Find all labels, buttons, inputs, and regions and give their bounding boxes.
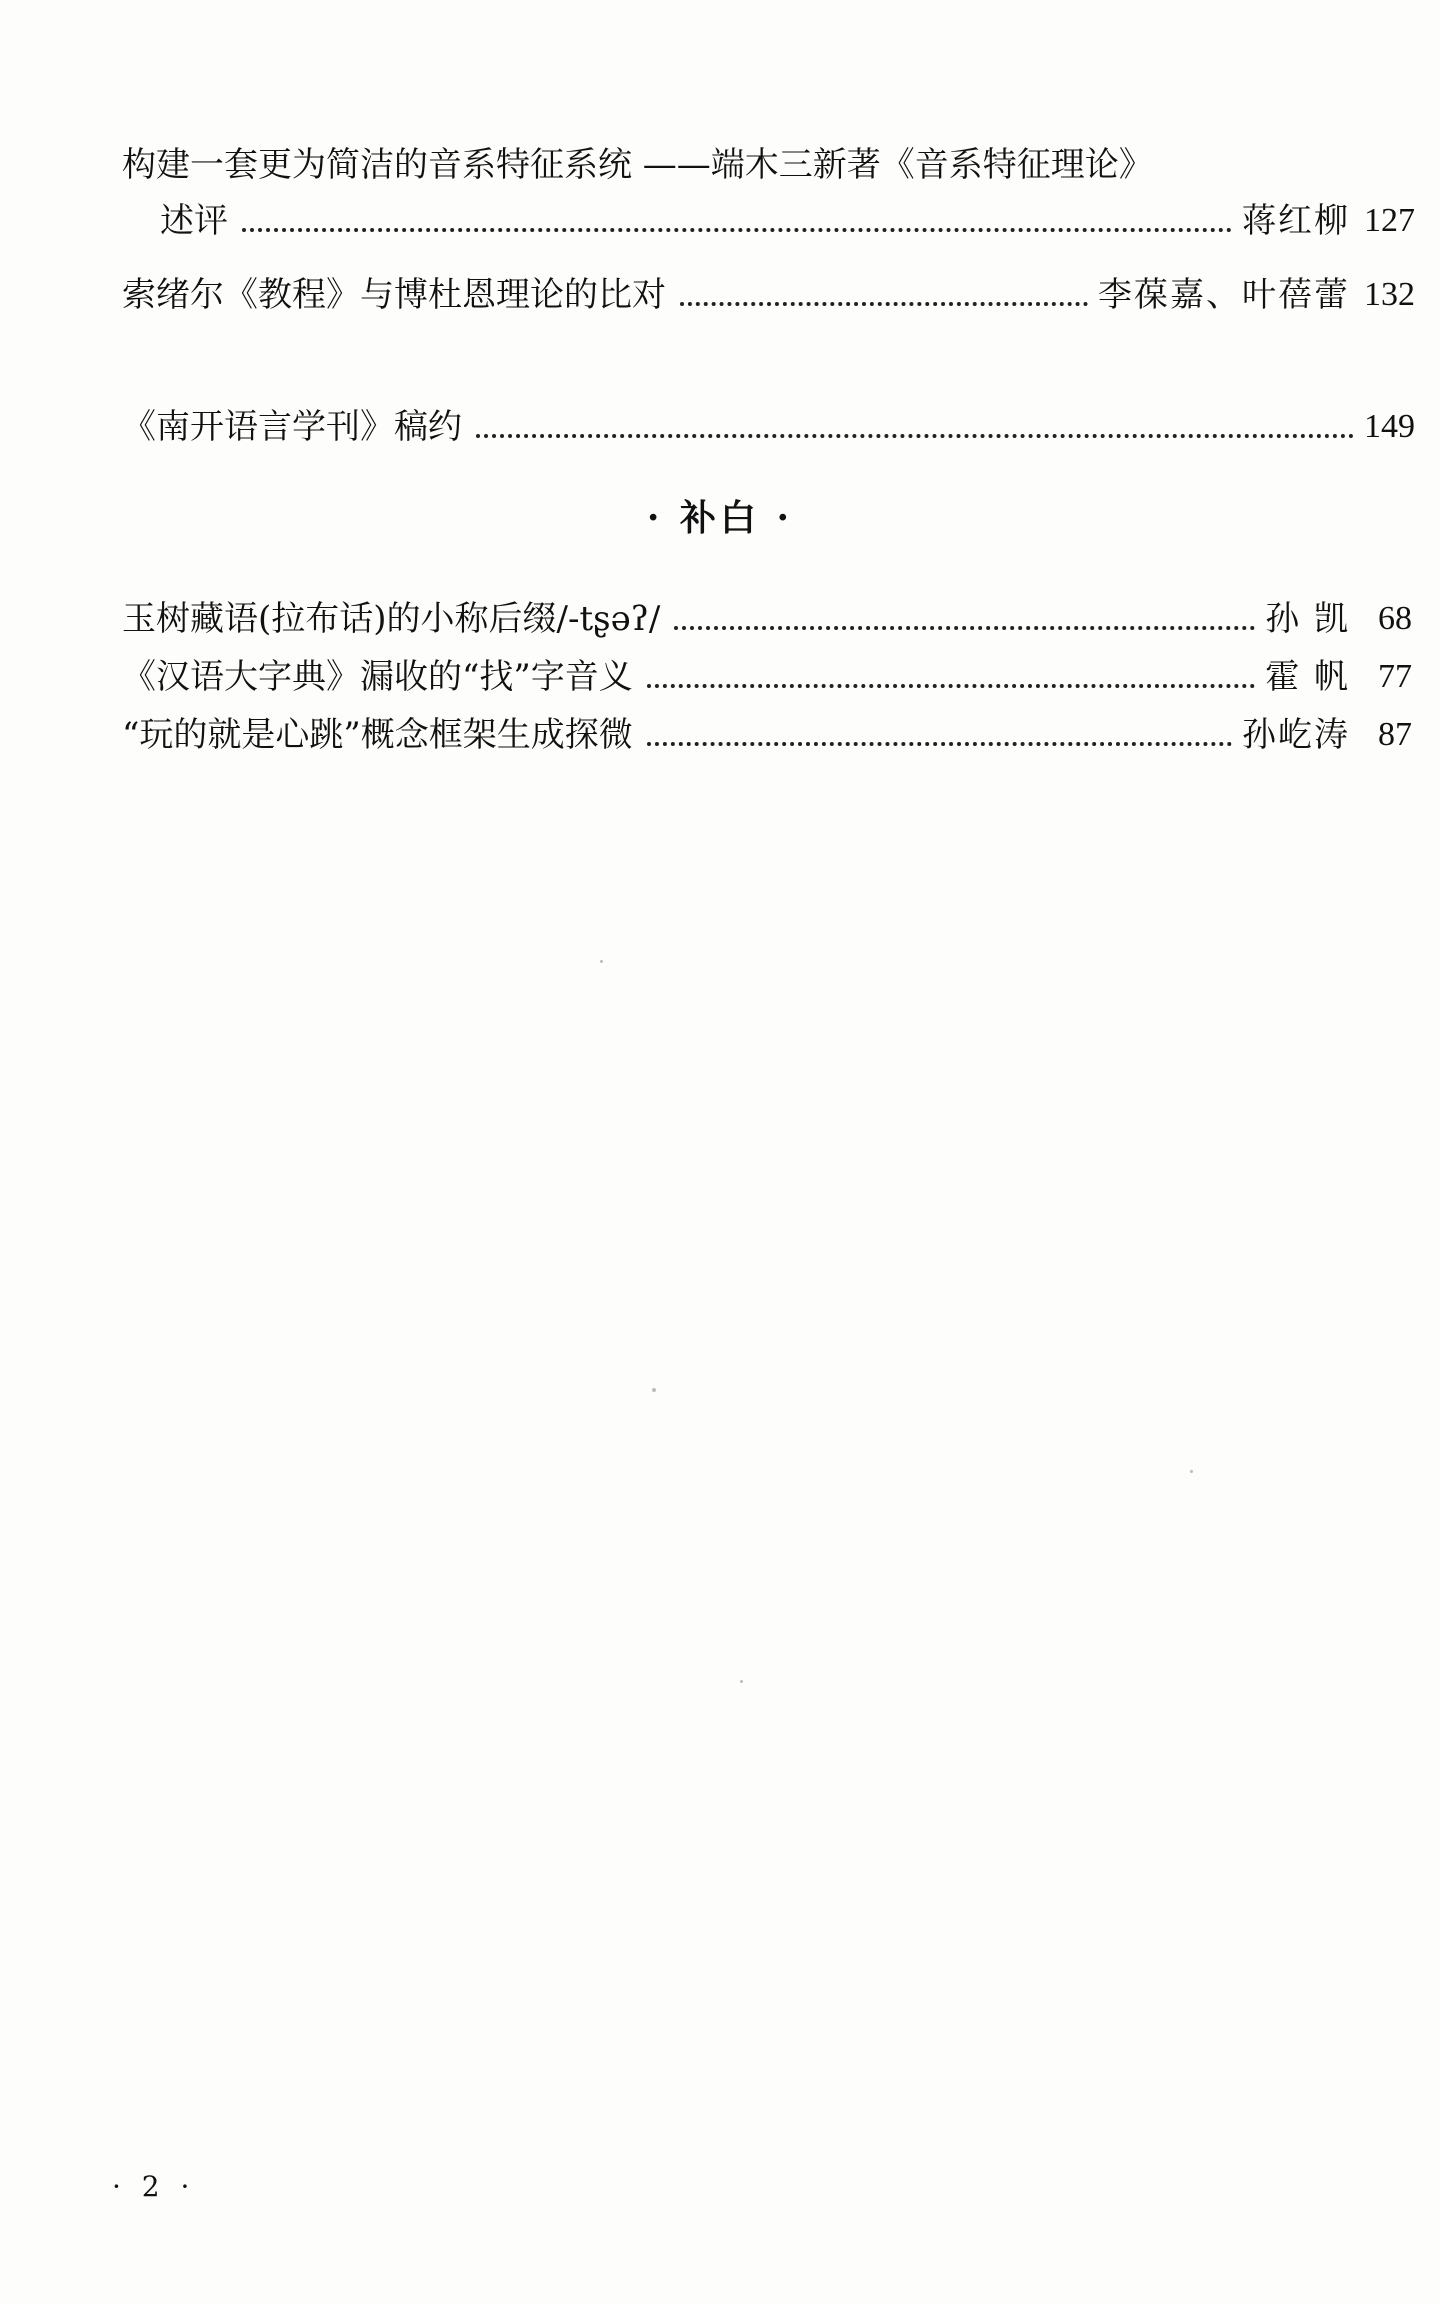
toc-entry xyxy=(122,596,1412,642)
dot-leader xyxy=(647,684,1255,688)
page-number-folio: · 2 · xyxy=(112,2170,196,2203)
toc-entry-page: 87 xyxy=(1378,716,1412,753)
toc-entry-title: 玉树藏语(拉布话)的小称后缀/-tʂəʔ/ xyxy=(122,599,661,639)
toc-entry-page: 149 xyxy=(1364,408,1415,445)
scan-speck xyxy=(1190,1470,1193,1473)
toc-entry-title: “玩的就是心跳”概念框架生成探微 xyxy=(122,715,633,755)
toc-entry-page: 68 xyxy=(1378,600,1412,637)
toc-entry-title: 《汉语大字典》漏收的“找”字音义 xyxy=(122,657,633,697)
toc-entry-author: 孙 凯 xyxy=(1265,599,1350,639)
toc-entry-page: 127 xyxy=(1364,202,1415,239)
dot-leader xyxy=(242,228,1232,232)
toc-entry-title-line1: 构建一套更为简洁的音系特征系统 ——端木三新著《音系特征理论》 xyxy=(122,145,1153,185)
toc-entry-title-line2: 述评 xyxy=(160,201,228,241)
dot-leader xyxy=(674,626,1255,630)
toc-entry-author: 李葆嘉、叶蓓蕾 xyxy=(1098,275,1350,315)
toc-entry-title: 索绪尔《教程》与博杜恩理论的比对 xyxy=(122,275,666,315)
toc-entry-page: 132 xyxy=(1364,276,1415,313)
toc-entry xyxy=(122,404,1415,450)
toc-entry-author: 蒋红柳 xyxy=(1242,201,1350,241)
scan-speck xyxy=(652,1388,656,1392)
toc-entry xyxy=(160,198,1415,244)
toc-entry xyxy=(122,654,1412,700)
toc-entry-title: 《南开语言学刊》稿约 xyxy=(122,407,462,447)
dot-leader xyxy=(680,302,1088,306)
toc-entry xyxy=(122,712,1412,758)
toc-entry-author: 孙屹涛 xyxy=(1242,715,1350,755)
scan-speck xyxy=(740,1680,743,1683)
toc-entry xyxy=(122,272,1415,318)
toc-entry-author: 霍 帆 xyxy=(1265,657,1350,697)
dot-leader xyxy=(476,434,1354,438)
toc-entry-page: 77 xyxy=(1378,658,1412,695)
dot-leader xyxy=(647,742,1232,746)
scan-speck xyxy=(600,960,603,963)
section-header: · 补白 · xyxy=(646,497,794,539)
